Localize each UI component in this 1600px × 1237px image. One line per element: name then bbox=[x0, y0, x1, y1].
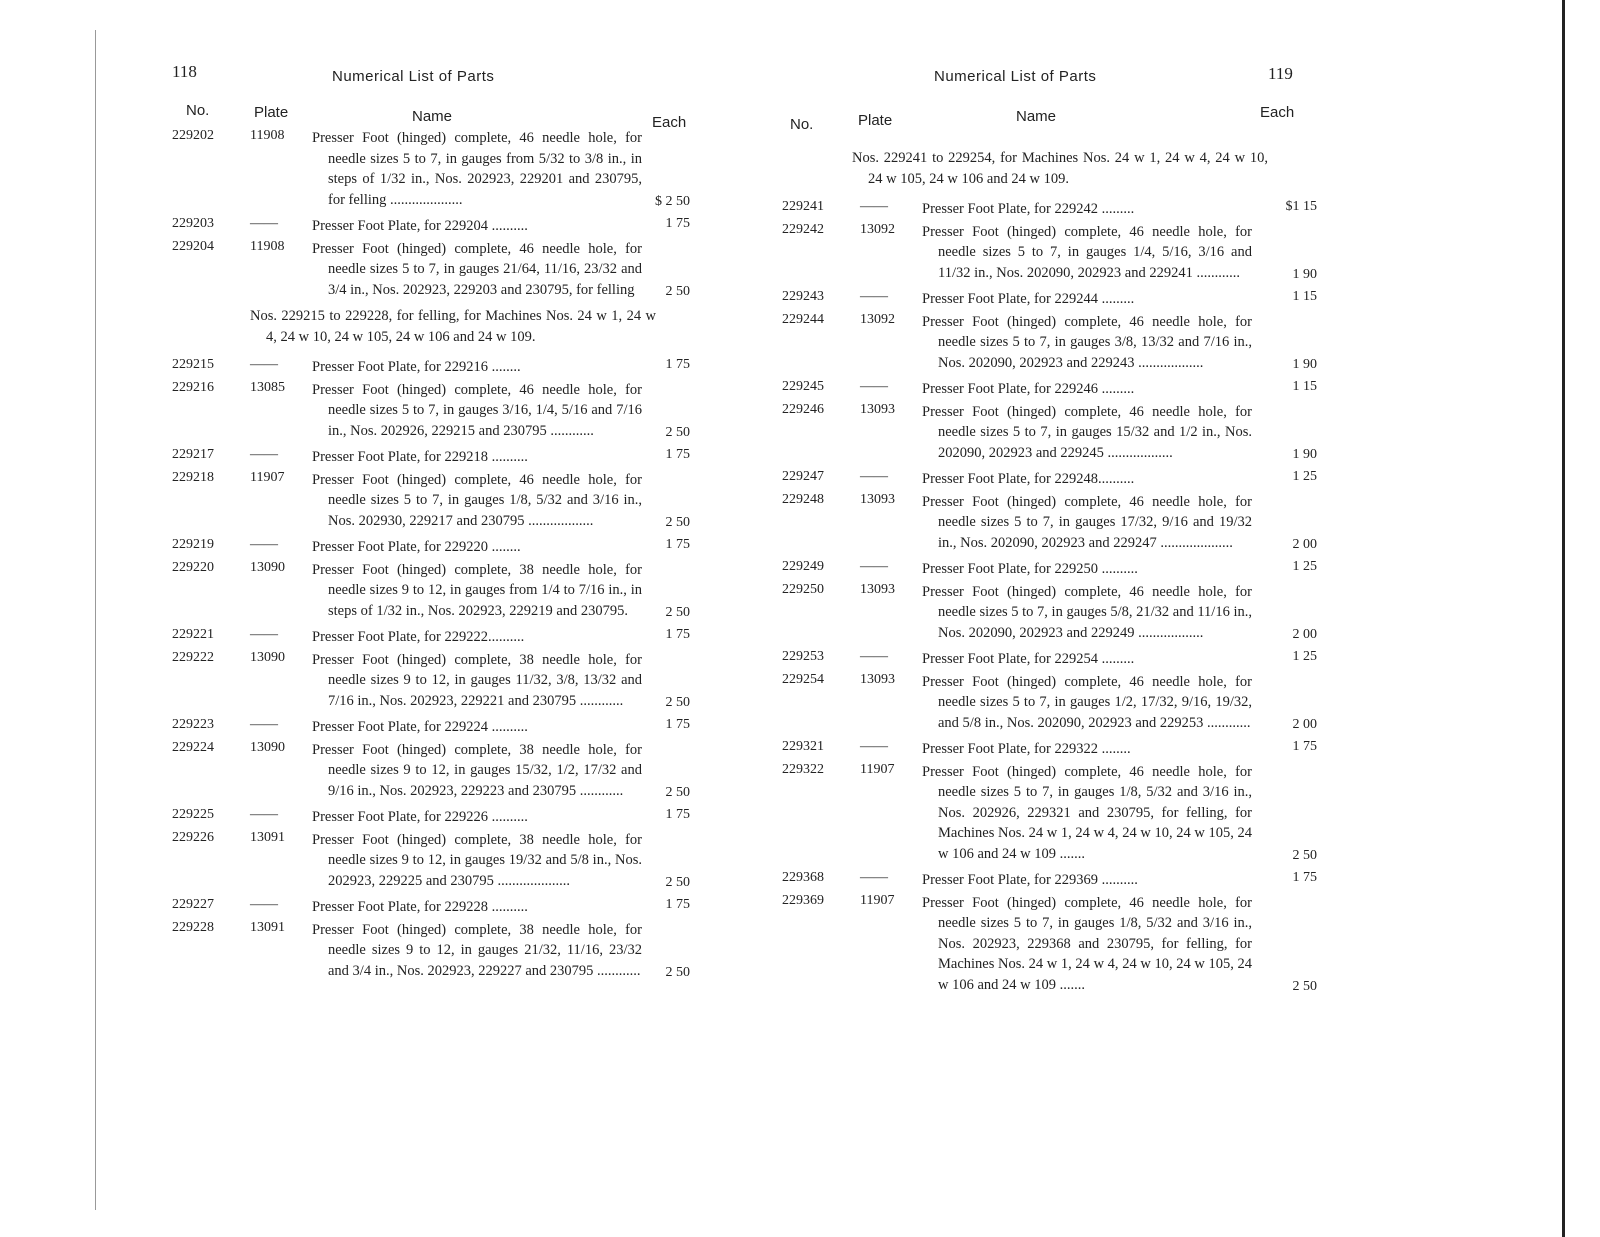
part-price: 2 50 bbox=[1292, 848, 1317, 863]
plate-number: —— bbox=[250, 447, 278, 462]
part-row bbox=[172, 470, 690, 532]
part-price: 1 75 bbox=[665, 717, 690, 732]
part-row bbox=[782, 469, 1317, 490]
plate-number: 13090 bbox=[250, 559, 285, 575]
part-name: Presser Foot Plate, for 229222.......... bbox=[312, 629, 525, 645]
part-number: 229246 bbox=[782, 401, 824, 417]
part-number: 229368 bbox=[782, 870, 824, 885]
part-price: 2 00 bbox=[1292, 537, 1317, 552]
part-row bbox=[782, 379, 1317, 400]
part-number: 229216 bbox=[172, 379, 214, 395]
part-name: Presser Foot (hinged) complete, 46 needle hole, for needle sizes 5 to 7, in gauges 1/4, 5/16, 3/16 and 11/32 in., Nos. 202090, 202923 and 229241 ............ bbox=[922, 223, 1252, 281]
part-price: 2 50 bbox=[665, 425, 690, 440]
part-number: 229215 bbox=[172, 357, 214, 372]
part-name: Presser Foot Plate, for 229250 .......... bbox=[922, 561, 1138, 577]
part-number: 229226 bbox=[172, 829, 214, 845]
plate-number: 13092 bbox=[860, 221, 895, 237]
part-row bbox=[172, 447, 690, 468]
part-number: 229250 bbox=[782, 581, 824, 597]
part-name: Presser Foot Plate, for 229226 .......... bbox=[312, 809, 528, 825]
plate-number: 11907 bbox=[250, 469, 285, 485]
part-row bbox=[172, 537, 690, 558]
binding-edge-line bbox=[95, 30, 96, 1210]
part-row bbox=[782, 582, 1317, 644]
part-row bbox=[172, 920, 690, 982]
part-name: Presser Foot (hinged) complete, 46 needle hole, for needle sizes 5 to 7, in gauges 17/32, 9/16 and 19/32 in., Nos. 202090, 202923 and 229247 .................... bbox=[922, 493, 1252, 551]
part-name: Presser Foot (hinged) complete, 46 needle hole, for needle sizes 5 to 7, in gauges 15/32 and 1/2 in., Nos. 202090, 202923 and 229245 .................. bbox=[922, 403, 1252, 461]
part-price: 2 00 bbox=[1292, 717, 1317, 732]
part-number: 229224 bbox=[172, 739, 214, 755]
plate-number: 13092 bbox=[860, 311, 895, 327]
part-number: 229243 bbox=[782, 289, 824, 304]
header-plate: Plate bbox=[858, 112, 893, 129]
header-name: Name bbox=[412, 108, 453, 125]
plate-number: 11907 bbox=[860, 892, 895, 908]
part-name: Presser Foot Plate, for 229228 .......... bbox=[312, 899, 528, 915]
part-number: 229248 bbox=[782, 491, 824, 507]
plate-number: —— bbox=[860, 199, 888, 214]
plate-number: —— bbox=[250, 357, 278, 372]
header-plate: Plate bbox=[254, 104, 289, 121]
part-number: 229245 bbox=[782, 379, 824, 394]
parts-list bbox=[172, 128, 690, 983]
part-number: 229222 bbox=[172, 649, 214, 665]
plate-number: —— bbox=[860, 649, 888, 664]
plate-number: —— bbox=[250, 807, 278, 822]
part-number: 229218 bbox=[172, 469, 214, 485]
page-title: Numerical List of Parts bbox=[934, 68, 1097, 85]
part-number: 229221 bbox=[172, 627, 214, 642]
part-row bbox=[172, 560, 690, 622]
part-price: 2 50 bbox=[665, 605, 690, 620]
part-price: 2 50 bbox=[665, 875, 690, 890]
part-row bbox=[172, 650, 690, 712]
part-price: 1 75 bbox=[665, 537, 690, 552]
page-title: Numerical List of Parts bbox=[332, 68, 495, 85]
part-name: Presser Foot Plate, for 229216 ........ bbox=[312, 359, 521, 375]
part-row bbox=[782, 893, 1317, 996]
part-price: 1 75 bbox=[665, 807, 690, 822]
left-page bbox=[0, 0, 780, 1237]
plate-number: 13091 bbox=[250, 919, 285, 935]
part-name: Presser Foot Plate, for 229218 .......... bbox=[312, 449, 528, 465]
part-row bbox=[782, 762, 1317, 865]
part-number: 229244 bbox=[782, 311, 824, 327]
part-number: 229225 bbox=[172, 807, 214, 822]
part-number: 229217 bbox=[172, 447, 214, 462]
part-row bbox=[782, 492, 1317, 554]
part-name: Presser Foot (hinged) complete, 38 needle hole, for needle sizes 9 to 12, in gauges 11/32, 3/8, 13/32 and 7/16 in., Nos. 202923, 229221 and 230795 ............ bbox=[312, 651, 642, 709]
plate-number: 13093 bbox=[860, 491, 895, 507]
part-number: 229322 bbox=[782, 761, 824, 777]
plate-number: 13093 bbox=[860, 671, 895, 687]
part-number: 229227 bbox=[172, 897, 214, 912]
part-price: 1 75 bbox=[1292, 739, 1317, 754]
part-name: Presser Foot (hinged) complete, 38 needle hole, for needle sizes 9 to 12, in gauges 19/32 and 5/8 in., Nos. 202923, 229225 and 230795 .................... bbox=[312, 831, 642, 889]
note-text: Nos. 229241 to 229254, for Machines Nos. 24 w 1, 24 w 4, 24 w 10, 24 w 105, 24 w 106 and 24 w 109. bbox=[852, 150, 1268, 187]
plate-number: —— bbox=[250, 537, 278, 552]
part-name: Presser Foot Plate, for 229369 .......... bbox=[922, 872, 1138, 888]
plate-number: 13090 bbox=[250, 649, 285, 665]
part-number: 229202 bbox=[172, 128, 214, 143]
part-name: Presser Foot Plate, for 229248.......... bbox=[922, 471, 1135, 487]
part-number: 229254 bbox=[782, 671, 824, 687]
plate-number: 11907 bbox=[860, 761, 895, 777]
part-number: 229203 bbox=[172, 216, 214, 231]
part-price: 1 90 bbox=[1292, 447, 1317, 462]
part-name: Presser Foot (hinged) complete, 38 needle hole, for needle sizes 9 to 12, in gauges 21/32, 11/16, 23/32 and 3/4 in., Nos. 202923, 229227 and 230795 ............ bbox=[312, 921, 642, 979]
part-price: 2 50 bbox=[665, 695, 690, 710]
plate-number: 13093 bbox=[860, 581, 895, 597]
page-number: 118 bbox=[172, 62, 197, 81]
part-price: 1 90 bbox=[1292, 357, 1317, 372]
part-price: 1 75 bbox=[665, 216, 690, 231]
header-no: No. bbox=[186, 102, 210, 119]
part-row bbox=[172, 627, 690, 648]
part-row bbox=[782, 199, 1317, 220]
header-each: Each bbox=[1260, 104, 1295, 121]
header-name: Name bbox=[1016, 108, 1057, 125]
header-each: Each bbox=[652, 114, 687, 131]
part-row bbox=[782, 739, 1317, 760]
part-name: Presser Foot Plate, for 229204 .......... bbox=[312, 218, 528, 234]
part-number: 229369 bbox=[782, 892, 824, 908]
plate-number: 13085 bbox=[250, 379, 285, 395]
part-number: 229223 bbox=[172, 717, 214, 732]
section-note bbox=[782, 148, 1317, 189]
part-row bbox=[172, 807, 690, 828]
page-edge-line bbox=[1562, 0, 1565, 1237]
part-name: Presser Foot (hinged) complete, 38 needle hole, for needle sizes 9 to 12, in gauges from 1/4 to 7/16 in., in steps of 1/32 in., Nos. 202923, 229219 and 230795. bbox=[312, 561, 642, 619]
part-row bbox=[782, 649, 1317, 670]
plate-number: 13091 bbox=[250, 829, 285, 845]
part-row bbox=[172, 216, 690, 237]
plate-number: 11908 bbox=[250, 238, 285, 254]
plate-number: —— bbox=[860, 739, 888, 754]
part-row bbox=[782, 559, 1317, 580]
part-number: 229249 bbox=[782, 559, 824, 574]
part-name: Presser Foot Plate, for 229254 ......... bbox=[922, 651, 1135, 667]
part-number: 229220 bbox=[172, 559, 214, 575]
part-price: 1 25 bbox=[1292, 469, 1317, 484]
part-name: Presser Foot Plate, for 229224 .......... bbox=[312, 719, 528, 735]
part-name: Presser Foot Plate, for 229246 ......... bbox=[922, 381, 1135, 397]
part-number: 229241 bbox=[782, 199, 824, 214]
part-name: Presser Foot (hinged) complete, 46 needle hole, for needle sizes 5 to 7, in gauges 5/8, 21/32 and 11/16 in., Nos. 202090, 202923 and 229249 .................. bbox=[922, 583, 1252, 641]
part-row bbox=[172, 357, 690, 378]
part-price: 1 25 bbox=[1292, 559, 1317, 574]
part-price: 2 50 bbox=[665, 515, 690, 530]
header-no: No. bbox=[790, 116, 814, 133]
part-row bbox=[782, 289, 1317, 310]
plate-number: —— bbox=[860, 379, 888, 394]
part-name: Presser Foot (hinged) complete, 46 needle hole, for needle sizes 5 to 7, in gauges from 5/32 to 3/8 in., in steps of 1/32 in., Nos. 202923, 229201 and 230795, for felling .................... bbox=[312, 130, 642, 208]
part-price: $1 15 bbox=[1285, 199, 1317, 214]
part-name: Presser Foot (hinged) complete, 46 needle hole, for needle sizes 5 to 7, in gauges 1/8, 5/32 and 3/16 in., Nos. 202926, 229321 and 230795, for felling, for Machines Nos. 24 w 1, 24 w 4, 24 w 10, 24 w 105, 24 w 106 and 24 w 109 ....... bbox=[922, 763, 1252, 862]
part-row bbox=[172, 830, 690, 892]
plate-number: 11908 bbox=[250, 128, 285, 143]
part-price: 2 50 bbox=[665, 965, 690, 980]
part-name: Presser Foot (hinged) complete, 46 needle hole, for needle sizes 5 to 7, in gauges 3/16, 1/4, 5/16 and 7/16 in., Nos. 202926, 229215 and 230795 ............ bbox=[312, 381, 642, 439]
part-row bbox=[782, 222, 1317, 284]
part-price: 1 25 bbox=[1292, 649, 1317, 664]
part-price: 1 75 bbox=[1292, 870, 1317, 885]
part-number: 229247 bbox=[782, 469, 824, 484]
part-price: 1 75 bbox=[665, 627, 690, 642]
part-row bbox=[782, 402, 1317, 464]
part-row bbox=[172, 239, 690, 301]
part-number: 229219 bbox=[172, 537, 214, 552]
plate-number: —— bbox=[860, 289, 888, 304]
plate-number: —— bbox=[860, 469, 888, 484]
part-name: Presser Foot (hinged) complete, 46 needle hole, for needle sizes 5 to 7, in gauges 21/64, 11/16, 23/32 and 3/4 in., Nos. 202923, 229203 and 230795, for felling bbox=[312, 240, 642, 298]
plate-number: 13093 bbox=[860, 401, 895, 417]
note-text: Nos. 229215 to 229228, for felling, for Machines Nos. 24 w 1, 24 w 4, 24 w 10, 24 w 105, 24 w 106 and 24 w 109. bbox=[250, 308, 656, 345]
part-number: 229253 bbox=[782, 649, 824, 664]
part-price: 2 00 bbox=[1292, 627, 1317, 642]
part-name: Presser Foot (hinged) complete, 38 needle hole, for needle sizes 9 to 12, in gauges 15/32, 1/2, 17/32 and 9/16 in., Nos. 202923, 229223 and 230795 ............ bbox=[312, 741, 642, 799]
part-name: Presser Foot (hinged) complete, 46 needle hole, for needle sizes 5 to 7, in gauges 3/8, 13/32 and 7/16 in., Nos. 202090, 202923 and 229243 .................. bbox=[922, 313, 1252, 371]
part-number: 229242 bbox=[782, 221, 824, 237]
plate-number: —— bbox=[250, 717, 278, 732]
plate-number: —— bbox=[250, 216, 278, 231]
part-row bbox=[782, 312, 1317, 374]
plate-number: —— bbox=[860, 559, 888, 574]
plate-number: —— bbox=[250, 627, 278, 642]
part-name: Presser Foot (hinged) complete, 46 needle hole, for needle sizes 5 to 7, in gauges 1/8, 5/32 and 3/16 in., Nos. 202930, 229217 and 230795 .................. bbox=[312, 471, 642, 529]
part-name: Presser Foot (hinged) complete, 46 needle hole, for needle sizes 5 to 7, in gauges 1/8, 5/32 and 3/16 in., Nos. 202923, 229368 and 230795, for felling, for Machines Nos. 24 w 1, 24 w 4, 24 w 10, 24 w 105, 24 w 106 and 24 w 109 ....... bbox=[922, 894, 1252, 993]
part-price: 1 75 bbox=[665, 447, 690, 462]
parts-list bbox=[782, 142, 1317, 997]
part-price: 2 50 bbox=[665, 785, 690, 800]
right-page bbox=[780, 0, 1600, 1237]
part-name: Presser Foot Plate, for 229322 ........ bbox=[922, 741, 1131, 757]
part-price: 1 15 bbox=[1292, 289, 1317, 304]
part-price: 2 50 bbox=[1292, 979, 1317, 994]
section-note bbox=[172, 306, 690, 347]
part-row bbox=[782, 672, 1317, 734]
part-number: 229321 bbox=[782, 739, 824, 754]
part-price: $ 2 50 bbox=[655, 194, 690, 209]
part-number: 229204 bbox=[172, 238, 214, 254]
plate-number: 13090 bbox=[250, 739, 285, 755]
part-row bbox=[172, 897, 690, 918]
part-name: Presser Foot Plate, for 229244 ......... bbox=[922, 291, 1135, 307]
plate-number: —— bbox=[250, 897, 278, 912]
part-name: Presser Foot Plate, for 229220 ........ bbox=[312, 539, 521, 555]
part-name: Presser Foot Plate, for 229242 ......... bbox=[922, 201, 1135, 217]
plate-number: —— bbox=[860, 870, 888, 885]
page-number: 119 bbox=[1268, 64, 1293, 83]
part-number: 229228 bbox=[172, 919, 214, 935]
part-price: 1 15 bbox=[1292, 379, 1317, 394]
part-row bbox=[172, 717, 690, 738]
part-name: Presser Foot (hinged) complete, 46 needle hole, for needle sizes 5 to 7, in gauges 1/2, 17/32, 9/16, 19/32, and 5/8 in., Nos. 202090, 202923 and 229253 ............ bbox=[922, 673, 1252, 731]
part-price: 1 75 bbox=[665, 357, 690, 372]
part-row bbox=[172, 128, 690, 210]
part-price: 1 90 bbox=[1292, 267, 1317, 282]
part-row bbox=[172, 380, 690, 442]
part-row bbox=[172, 740, 690, 802]
part-price: 2 50 bbox=[665, 284, 690, 299]
part-row bbox=[782, 870, 1317, 891]
part-price: 1 75 bbox=[665, 897, 690, 912]
